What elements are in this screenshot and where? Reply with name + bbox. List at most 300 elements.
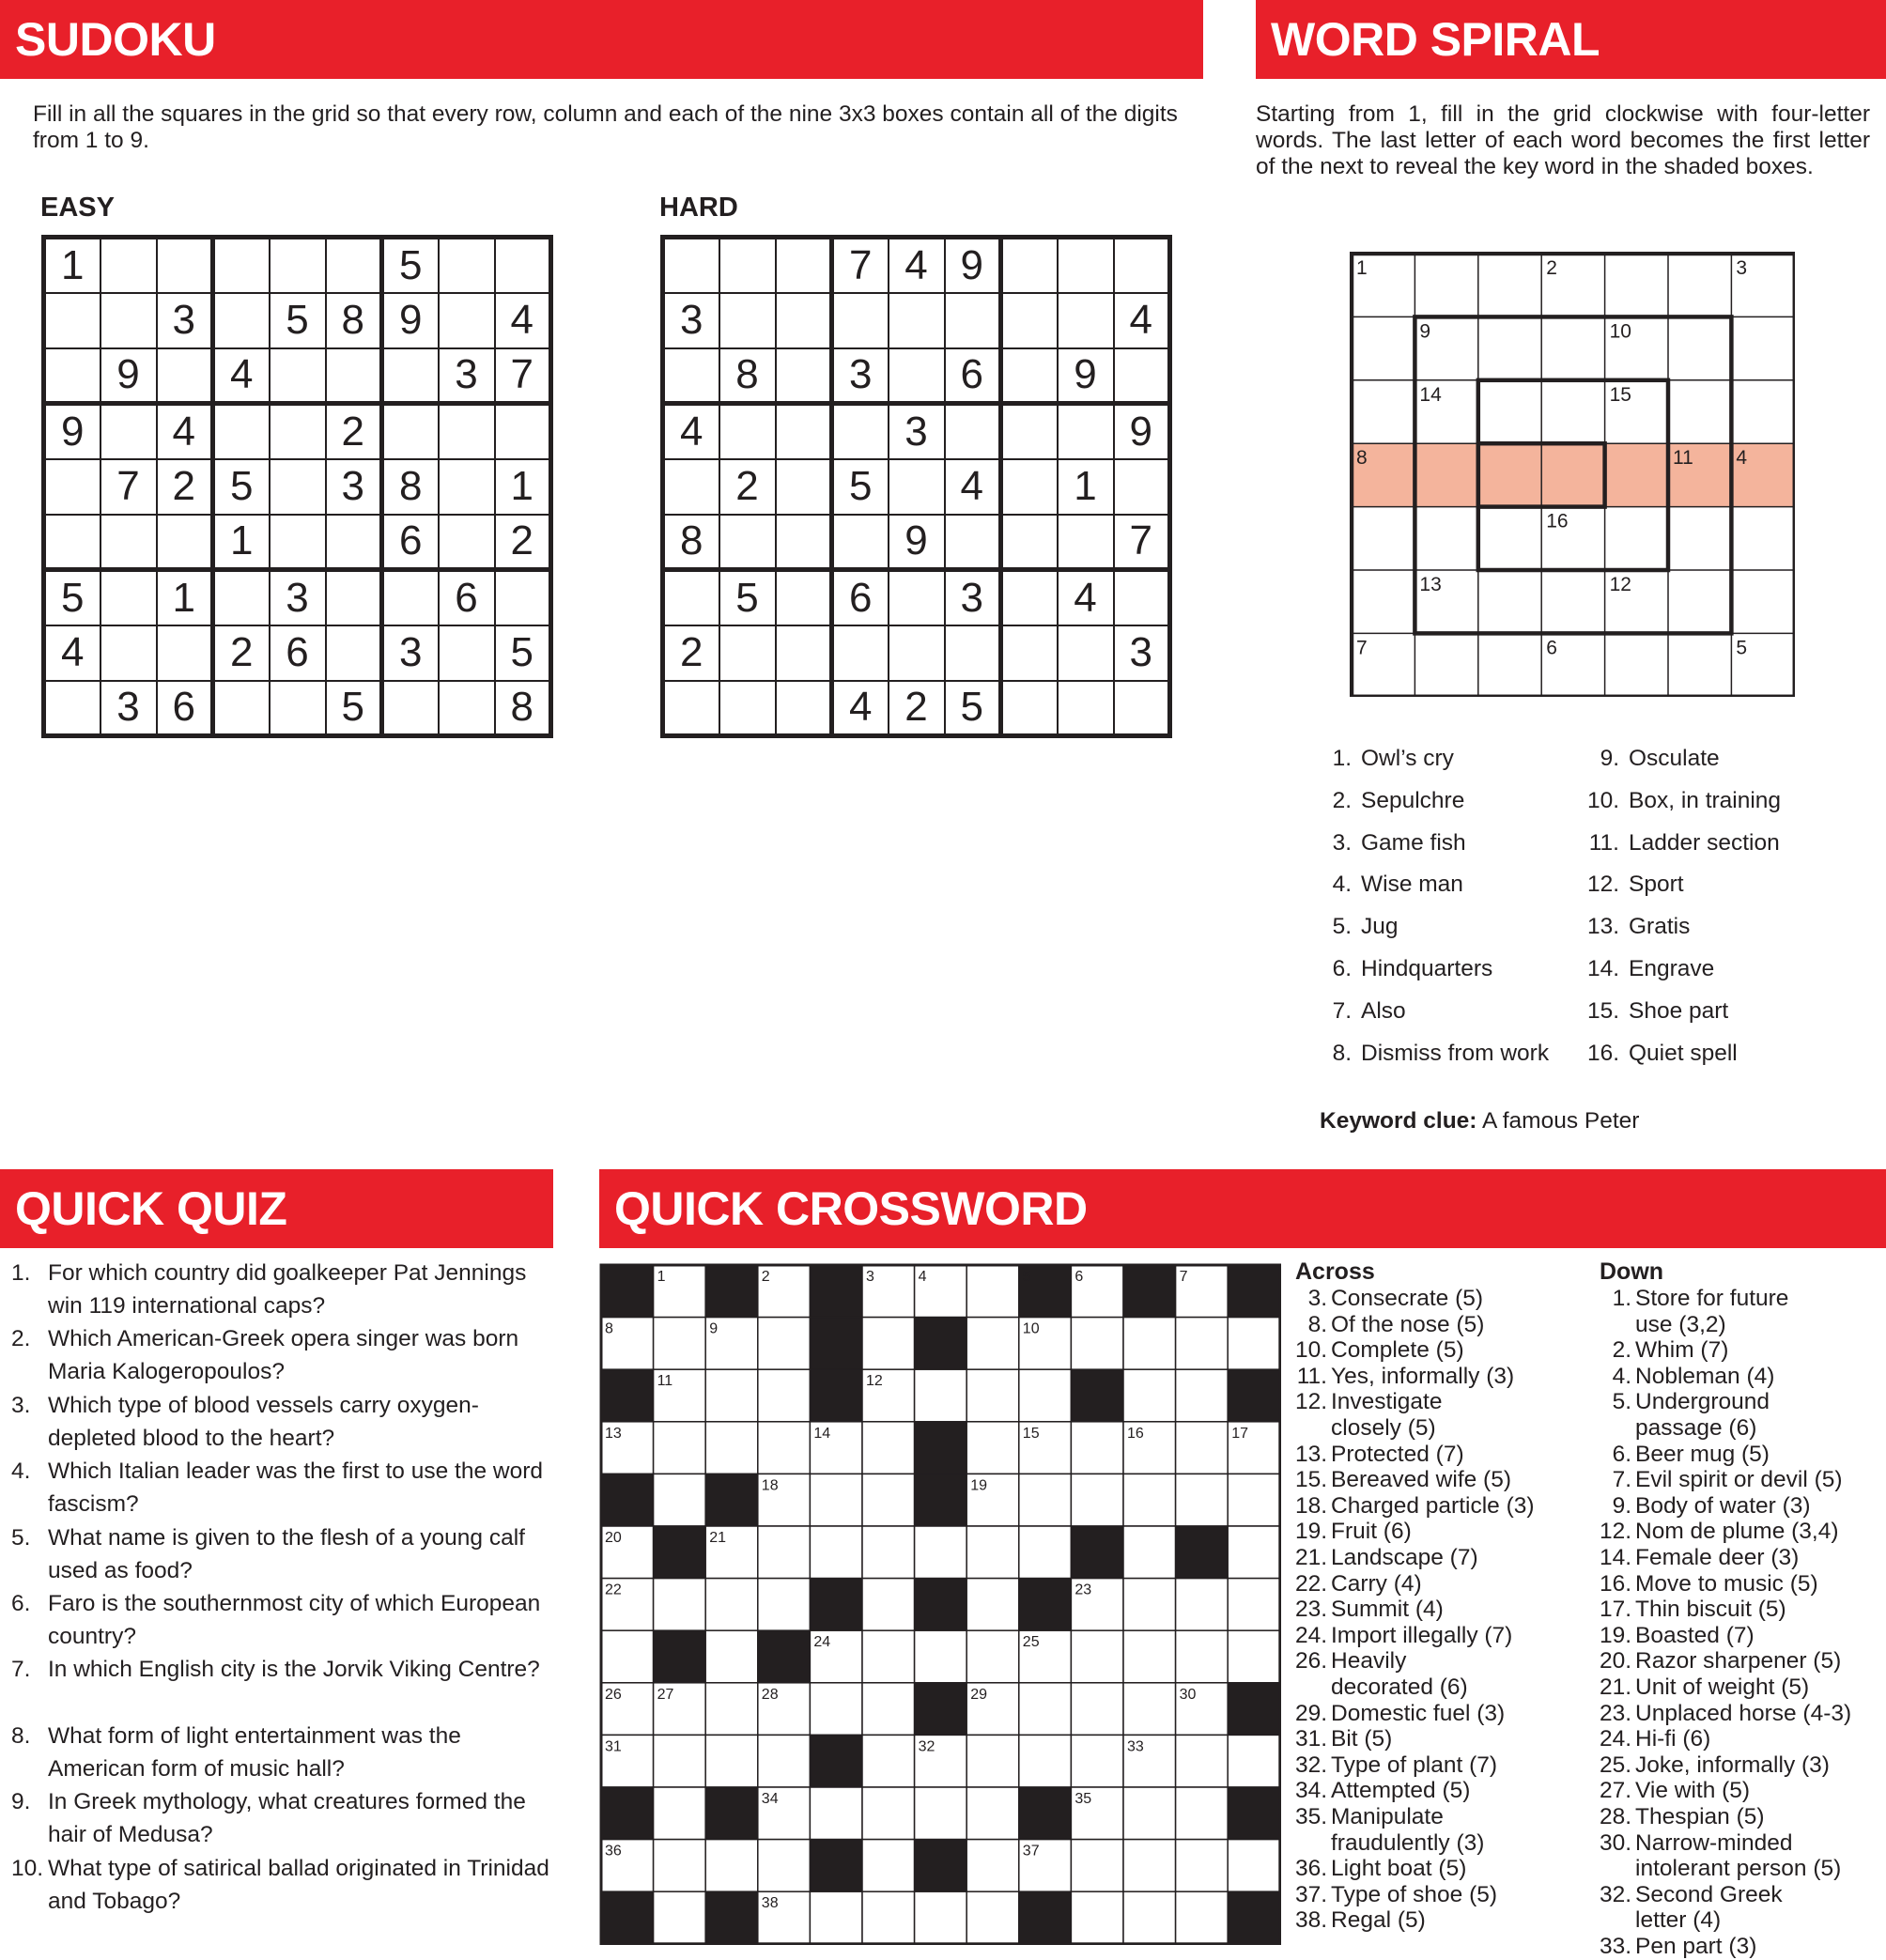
crossword-cell[interactable] xyxy=(1176,1369,1229,1422)
hard-sudoku-cell[interactable] xyxy=(832,404,889,459)
crossword-cell[interactable] xyxy=(1071,1840,1123,1892)
hard-sudoku-cell[interactable]: 9 xyxy=(945,238,1001,293)
easy-sudoku-cell[interactable] xyxy=(439,459,495,515)
hard-sudoku-cell[interactable] xyxy=(776,570,832,625)
hard-sudoku-cell[interactable] xyxy=(945,404,1001,459)
hard-sudoku-cell[interactable] xyxy=(945,293,1001,348)
hard-sudoku-cell[interactable] xyxy=(776,459,832,515)
crossword-cell[interactable] xyxy=(1176,1735,1229,1787)
hard-sudoku-cell[interactable] xyxy=(776,293,832,348)
easy-sudoku-cell[interactable]: 8 xyxy=(326,293,382,348)
spiral-clue-text: Quiet spell xyxy=(1629,1040,1738,1066)
crossword-cell[interactable] xyxy=(862,1474,915,1526)
easy-sudoku-cell[interactable] xyxy=(270,681,326,736)
easy-sudoku-cell[interactable]: 5 xyxy=(382,238,439,293)
crossword-cell[interactable] xyxy=(1123,1369,1176,1422)
hard-label: HARD xyxy=(659,193,738,223)
hard-sudoku-cell[interactable] xyxy=(832,625,889,681)
hard-sudoku-cell[interactable]: 5 xyxy=(945,681,1001,736)
easy-sudoku-cell[interactable] xyxy=(439,238,495,293)
crossword-cell[interactable] xyxy=(1228,1630,1280,1683)
crossword-cell[interactable] xyxy=(966,1840,1019,1892)
easy-sudoku-cell[interactable] xyxy=(270,515,326,570)
crossword-cell[interactable] xyxy=(1071,1318,1123,1370)
hard-sudoku-cell[interactable]: 8 xyxy=(719,348,776,404)
crossword-cell[interactable] xyxy=(862,1787,915,1840)
crossword-cell[interactable] xyxy=(705,1579,758,1631)
crossword-cell[interactable] xyxy=(915,1369,967,1422)
crossword-cell[interactable] xyxy=(915,1630,967,1683)
hard-sudoku-cell[interactable] xyxy=(663,238,719,293)
crossword-cell[interactable] xyxy=(705,1422,758,1474)
easy-sudoku-cell[interactable]: 9 xyxy=(382,293,439,348)
easy-sudoku-cell[interactable] xyxy=(326,515,382,570)
down-clue xyxy=(1594,1493,1811,1520)
hard-sudoku-cell[interactable] xyxy=(1001,570,1058,625)
crossword-block xyxy=(810,1840,862,1892)
crossword-cell[interactable] xyxy=(915,1891,967,1944)
hard-sudoku-cell[interactable] xyxy=(719,293,776,348)
easy-sudoku-cell[interactable]: 5 xyxy=(213,459,270,515)
spiral-clue-number: 14. xyxy=(1587,956,1620,981)
hard-sudoku-cell[interactable] xyxy=(663,570,719,625)
spiral-cell-number: 12 xyxy=(1609,574,1631,595)
down-clue xyxy=(1594,1545,1799,1571)
hard-sudoku-cell[interactable]: 9 xyxy=(1114,404,1170,459)
hard-sudoku-cell[interactable] xyxy=(663,348,719,404)
easy-sudoku-cell[interactable] xyxy=(100,570,157,625)
hard-sudoku-cell[interactable] xyxy=(719,238,776,293)
hard-sudoku-cell[interactable] xyxy=(889,459,945,515)
down-clue-text: Evil spirit or devil (5) xyxy=(1635,1467,1843,1493)
hard-sudoku-cell[interactable] xyxy=(945,625,1001,681)
crossword-cell[interactable] xyxy=(810,1683,862,1736)
easy-sudoku-cell[interactable]: 5 xyxy=(495,625,551,681)
easy-sudoku-cell[interactable]: 2 xyxy=(213,625,270,681)
crossword-cell[interactable] xyxy=(810,1787,862,1840)
down-clue xyxy=(1594,1648,1841,1674)
crossword-clue-number: 19 xyxy=(970,1477,987,1494)
crossword-cell[interactable] xyxy=(1019,1474,1072,1526)
hard-sudoku-cell[interactable] xyxy=(1001,625,1058,681)
easy-sudoku-cell[interactable]: 5 xyxy=(270,293,326,348)
crossword-cell[interactable] xyxy=(966,1891,1019,1944)
crossword-cell[interactable] xyxy=(1176,1474,1229,1526)
easy-sudoku-cell[interactable]: 6 xyxy=(439,570,495,625)
crossword-cell[interactable] xyxy=(1228,1474,1280,1526)
easy-sudoku-cell[interactable]: 7 xyxy=(100,459,157,515)
quiz-question-text: What type of satirical ballad originated in Trinidad and Tobago? xyxy=(48,1855,549,1914)
crossword-cell[interactable] xyxy=(862,1526,915,1579)
hard-sudoku-cell[interactable] xyxy=(1001,404,1058,459)
across-clue-text: Landscape (7) xyxy=(1331,1545,1478,1570)
hard-sudoku-cell[interactable]: 9 xyxy=(1058,348,1114,404)
easy-sudoku-cell[interactable] xyxy=(439,515,495,570)
crossword-cell[interactable] xyxy=(705,1840,758,1892)
hard-sudoku-cell[interactable] xyxy=(1001,459,1058,515)
easy-sudoku-cell[interactable]: 4 xyxy=(44,625,100,681)
crossword-cell[interactable] xyxy=(1228,1579,1280,1631)
crossword-cell[interactable] xyxy=(1176,1891,1229,1944)
quiz-question-text: For which country did goalkeeper Pat Jennings win 119 international caps? xyxy=(48,1260,527,1319)
easy-sudoku-cell[interactable] xyxy=(44,681,100,736)
crossword-clue-number: 33 xyxy=(1127,1738,1144,1755)
hard-sudoku-cell[interactable]: 2 xyxy=(663,625,719,681)
crossword-cell[interactable] xyxy=(758,1526,811,1579)
crossword-cell[interactable] xyxy=(1071,1422,1123,1474)
easy-sudoku-cell[interactable]: 3 xyxy=(439,348,495,404)
easy-sudoku-cell[interactable]: 1 xyxy=(44,238,100,293)
crossword-cell[interactable] xyxy=(966,1787,1019,1840)
crossword-cell[interactable] xyxy=(1123,1526,1176,1579)
hard-sudoku-cell[interactable]: 5 xyxy=(832,459,889,515)
hard-sudoku-cell[interactable] xyxy=(776,238,832,293)
easy-sudoku-cell[interactable] xyxy=(100,515,157,570)
easy-sudoku-cell[interactable]: 5 xyxy=(326,681,382,736)
hard-sudoku-cell[interactable] xyxy=(945,515,1001,570)
crossword-cell[interactable] xyxy=(705,1683,758,1736)
keyword-clue-label: Keyword clue: xyxy=(1320,1108,1477,1134)
hard-sudoku-cell[interactable] xyxy=(1114,570,1170,625)
easy-sudoku-cell[interactable]: 4 xyxy=(157,404,213,459)
crossword-cell[interactable] xyxy=(1176,1579,1229,1631)
crossword-block xyxy=(1228,1369,1280,1422)
hard-sudoku-cell[interactable]: 7 xyxy=(832,238,889,293)
easy-sudoku-cell[interactable]: 9 xyxy=(100,348,157,404)
easy-sudoku-cell[interactable] xyxy=(44,348,100,404)
crossword-block xyxy=(1123,1265,1176,1318)
crossword-cell[interactable] xyxy=(1071,1683,1123,1736)
hard-sudoku-cell[interactable]: 7 xyxy=(1114,515,1170,570)
easy-sudoku-cell[interactable] xyxy=(213,404,270,459)
easy-sudoku-cell[interactable] xyxy=(495,404,551,459)
easy-sudoku-cell[interactable]: 9 xyxy=(44,404,100,459)
easy-sudoku-cell[interactable] xyxy=(213,238,270,293)
easy-sudoku-cell[interactable] xyxy=(382,570,439,625)
crossword-cell[interactable] xyxy=(758,1422,811,1474)
crossword-cell[interactable] xyxy=(654,1474,706,1526)
crossword-cell[interactable] xyxy=(810,1891,862,1944)
crossword-cell[interactable] xyxy=(862,1630,915,1683)
hard-sudoku-cell[interactable] xyxy=(663,459,719,515)
easy-sudoku-cell[interactable] xyxy=(100,404,157,459)
crossword-cell[interactable] xyxy=(966,1265,1019,1318)
hard-sudoku-cell[interactable] xyxy=(719,515,776,570)
easy-sudoku-cell[interactable] xyxy=(100,293,157,348)
hard-sudoku-cell[interactable]: 3 xyxy=(1114,625,1170,681)
easy-sudoku-cell[interactable]: 3 xyxy=(157,293,213,348)
easy-sudoku-cell[interactable]: 7 xyxy=(495,348,551,404)
crossword-cell[interactable] xyxy=(758,1369,811,1422)
crossword-cell[interactable] xyxy=(1019,1369,1072,1422)
easy-sudoku-cell[interactable] xyxy=(326,625,382,681)
crossword-clue-number: 17 xyxy=(1231,1425,1248,1442)
quick-quiz-banner: QUICK QUIZ xyxy=(0,1169,553,1248)
hard-sudoku-cell[interactable] xyxy=(1001,681,1058,736)
easy-sudoku-cell[interactable]: 8 xyxy=(382,459,439,515)
crossword-cell[interactable] xyxy=(654,1787,706,1840)
hard-sudoku-cell[interactable]: 3 xyxy=(663,293,719,348)
easy-sudoku-cell[interactable] xyxy=(213,681,270,736)
easy-sudoku-cell[interactable] xyxy=(326,348,382,404)
easy-sudoku-cell[interactable] xyxy=(439,681,495,736)
crossword-cell[interactable] xyxy=(862,1891,915,1944)
crossword-cell[interactable] xyxy=(654,1579,706,1631)
hard-sudoku-cell[interactable] xyxy=(889,293,945,348)
easy-sudoku-cell[interactable] xyxy=(326,238,382,293)
easy-sudoku-cell[interactable] xyxy=(382,681,439,736)
crossword-clue-number: 12 xyxy=(866,1373,883,1390)
easy-sudoku-cell[interactable] xyxy=(439,404,495,459)
easy-sudoku-cell[interactable] xyxy=(44,515,100,570)
easy-sudoku-cell[interactable] xyxy=(495,238,551,293)
quiz-question xyxy=(11,1521,556,1587)
easy-sudoku-cell[interactable] xyxy=(270,459,326,515)
crossword-cell[interactable] xyxy=(1176,1422,1229,1474)
crossword-cell[interactable] xyxy=(1228,1318,1280,1370)
crossword-cell[interactable] xyxy=(862,1683,915,1736)
easy-sudoku-cell[interactable] xyxy=(439,625,495,681)
hard-sudoku-cell[interactable] xyxy=(776,348,832,404)
crossword-cell[interactable] xyxy=(1123,1683,1176,1736)
hard-sudoku-cell[interactable] xyxy=(1058,293,1114,348)
crossword-cell[interactable] xyxy=(810,1474,862,1526)
hard-sudoku-cell[interactable] xyxy=(889,570,945,625)
crossword-cell[interactable] xyxy=(810,1526,862,1579)
crossword-cell[interactable] xyxy=(862,1735,915,1787)
crossword-cell[interactable] xyxy=(966,1526,1019,1579)
hard-sudoku-cell[interactable]: 4 xyxy=(663,404,719,459)
easy-sudoku-cell[interactable] xyxy=(495,570,551,625)
crossword-cell[interactable] xyxy=(601,1630,654,1683)
crossword-cell[interactable] xyxy=(966,1422,1019,1474)
easy-sudoku-cell[interactable]: 5 xyxy=(44,570,100,625)
quiz-question-number: 7. xyxy=(11,1657,31,1683)
crossword-cell[interactable] xyxy=(862,1840,915,1892)
hard-sudoku-cell[interactable] xyxy=(776,404,832,459)
crossword-clue-number: 1 xyxy=(657,1269,666,1285)
crossword-cell[interactable] xyxy=(966,1735,1019,1787)
hard-sudoku-cell[interactable] xyxy=(776,515,832,570)
easy-sudoku-cell[interactable]: 2 xyxy=(157,459,213,515)
crossword-cell[interactable] xyxy=(758,1579,811,1631)
hard-sudoku-cell[interactable] xyxy=(1058,238,1114,293)
hard-sudoku-cell[interactable] xyxy=(776,681,832,736)
across-clue xyxy=(1290,1312,1484,1338)
hard-sudoku-cell[interactable] xyxy=(1058,404,1114,459)
crossword-cell[interactable] xyxy=(1019,1735,1072,1787)
easy-sudoku-cell[interactable] xyxy=(213,570,270,625)
hard-sudoku-cell[interactable]: 3 xyxy=(889,404,945,459)
spiral-clue-number: 6. xyxy=(1332,956,1352,981)
easy-sudoku-cell[interactable]: 8 xyxy=(495,681,551,736)
hard-sudoku-cell[interactable]: 8 xyxy=(663,515,719,570)
hard-sudoku-cell[interactable] xyxy=(719,404,776,459)
crossword-cell[interactable] xyxy=(654,1840,706,1892)
hard-sudoku-cell[interactable] xyxy=(832,515,889,570)
hard-sudoku-cell[interactable] xyxy=(832,293,889,348)
hard-sudoku-cell[interactable] xyxy=(1114,681,1170,736)
crossword-cell[interactable] xyxy=(966,1318,1019,1370)
crossword-cell[interactable] xyxy=(654,1422,706,1474)
crossword-cell[interactable] xyxy=(1123,1840,1176,1892)
crossword-cell[interactable] xyxy=(966,1579,1019,1631)
hard-sudoku-cell[interactable]: 4 xyxy=(889,238,945,293)
easy-sudoku-cell[interactable] xyxy=(439,293,495,348)
spiral-clue-number: 5. xyxy=(1332,914,1352,940)
hard-sudoku-cell[interactable]: 4 xyxy=(1114,293,1170,348)
hard-sudoku-cell[interactable]: 3 xyxy=(832,348,889,404)
hard-sudoku-cell[interactable]: 6 xyxy=(832,570,889,625)
hard-sudoku-cell[interactable]: 9 xyxy=(889,515,945,570)
easy-sudoku-cell[interactable] xyxy=(44,459,100,515)
easy-sudoku-cell[interactable]: 1 xyxy=(157,570,213,625)
across-clue xyxy=(1290,1337,1464,1364)
spiral-clue-number: 13. xyxy=(1587,914,1620,940)
crossword-cell[interactable] xyxy=(1071,1630,1123,1683)
hard-sudoku-cell[interactable] xyxy=(776,625,832,681)
crossword-cell[interactable] xyxy=(654,1735,706,1787)
easy-sudoku-cell[interactable]: 2 xyxy=(495,515,551,570)
easy-sudoku-cell[interactable]: 3 xyxy=(100,681,157,736)
crossword-cell[interactable] xyxy=(654,1891,706,1944)
easy-sudoku-cell[interactable]: 1 xyxy=(213,515,270,570)
crossword-block xyxy=(1019,1891,1072,1944)
easy-sudoku-cell[interactable]: 2 xyxy=(326,404,382,459)
hard-sudoku-cell[interactable] xyxy=(719,681,776,736)
crossword-cell[interactable] xyxy=(1071,1891,1123,1944)
down-clue xyxy=(1594,1752,1830,1779)
across-clue-number: 15. xyxy=(1294,1467,1327,1493)
hard-sudoku-cell[interactable] xyxy=(663,681,719,736)
crossword-cell[interactable] xyxy=(966,1369,1019,1422)
down-clue-text: Razor sharpener (5) xyxy=(1635,1648,1842,1674)
crossword-cell[interactable] xyxy=(1176,1630,1229,1683)
spiral-cell-number: 1 xyxy=(1356,257,1368,279)
easy-sudoku-cell[interactable]: 3 xyxy=(326,459,382,515)
easy-sudoku-cell[interactable]: 4 xyxy=(495,293,551,348)
easy-sudoku-cell[interactable] xyxy=(157,238,213,293)
easy-sudoku-cell[interactable]: 1 xyxy=(495,459,551,515)
crossword-cell[interactable] xyxy=(758,1735,811,1787)
spiral-clue-number: 9. xyxy=(1600,746,1619,771)
easy-sudoku-cell[interactable] xyxy=(270,404,326,459)
hard-sudoku-cell[interactable] xyxy=(1001,293,1058,348)
crossword-cell[interactable] xyxy=(862,1318,915,1370)
easy-sudoku-cell[interactable]: 6 xyxy=(157,681,213,736)
crossword-cell[interactable] xyxy=(1071,1474,1123,1526)
crossword-cell[interactable] xyxy=(1123,1891,1176,1944)
hard-sudoku-cell[interactable]: 4 xyxy=(832,681,889,736)
quiz-question xyxy=(11,1587,556,1653)
crossword-cell[interactable] xyxy=(1123,1787,1176,1840)
easy-sudoku-cell[interactable] xyxy=(270,348,326,404)
down-clue-text: Boasted (7) xyxy=(1635,1622,1755,1648)
hard-sudoku-cell[interactable] xyxy=(719,625,776,681)
easy-sudoku-cell[interactable] xyxy=(44,293,100,348)
easy-sudoku-cell[interactable] xyxy=(157,348,213,404)
hard-sudoku-cell[interactable] xyxy=(889,348,945,404)
hard-sudoku-cell[interactable]: 6 xyxy=(945,348,1001,404)
crossword-cell[interactable] xyxy=(1228,1526,1280,1579)
crossword-cell[interactable] xyxy=(1071,1735,1123,1787)
easy-sudoku-cell[interactable] xyxy=(382,348,439,404)
crossword-cell[interactable] xyxy=(915,1526,967,1579)
easy-sudoku-cell[interactable]: 6 xyxy=(270,625,326,681)
hard-sudoku-cell[interactable] xyxy=(1114,348,1170,404)
crossword-cell[interactable] xyxy=(1123,1630,1176,1683)
crossword-cell[interactable] xyxy=(705,1369,758,1422)
crossword-cell[interactable] xyxy=(758,1318,811,1370)
hard-sudoku-cell[interactable] xyxy=(1058,625,1114,681)
crossword-cell[interactable] xyxy=(654,1318,706,1370)
crossword-cell[interactable] xyxy=(1228,1735,1280,1787)
hard-sudoku-cell[interactable]: 3 xyxy=(945,570,1001,625)
hard-sudoku-cell[interactable]: 4 xyxy=(1058,570,1114,625)
crossword-cell[interactable] xyxy=(1019,1526,1072,1579)
crossword-cell[interactable] xyxy=(758,1840,811,1892)
easy-sudoku-cell[interactable] xyxy=(326,570,382,625)
easy-sudoku-cell[interactable] xyxy=(213,293,270,348)
across-clue xyxy=(1290,1856,1466,1882)
down-clue xyxy=(1594,1623,1755,1649)
hard-sudoku-cell[interactable] xyxy=(1114,459,1170,515)
hard-sudoku-cell[interactable] xyxy=(1058,515,1114,570)
crossword-cell[interactable] xyxy=(1123,1318,1176,1370)
across-clue-text: fraudulently (3) xyxy=(1331,1829,1485,1856)
crossword-cell[interactable] xyxy=(1176,1787,1229,1840)
crossword-cell[interactable] xyxy=(862,1422,915,1474)
easy-sudoku-cell[interactable] xyxy=(100,238,157,293)
hard-sudoku-cell[interactable] xyxy=(889,625,945,681)
easy-sudoku-cell[interactable]: 6 xyxy=(382,515,439,570)
down-clue-number: 5. xyxy=(1612,1389,1631,1415)
hard-sudoku-cell[interactable] xyxy=(1001,348,1058,404)
crossword-cell[interactable] xyxy=(1123,1474,1176,1526)
crossword-cell[interactable] xyxy=(1176,1840,1229,1892)
easy-sudoku-cell[interactable] xyxy=(157,625,213,681)
easy-sudoku-cell[interactable]: 3 xyxy=(270,570,326,625)
easy-sudoku-cell[interactable] xyxy=(382,404,439,459)
easy-sudoku-cell[interactable]: 4 xyxy=(213,348,270,404)
easy-sudoku-cell[interactable] xyxy=(270,238,326,293)
crossword-cell[interactable] xyxy=(1228,1840,1280,1892)
crossword-cell[interactable] xyxy=(915,1787,967,1840)
crossword-cell[interactable] xyxy=(862,1579,915,1631)
crossword-cell[interactable] xyxy=(966,1630,1019,1683)
hard-sudoku-cell[interactable] xyxy=(1058,681,1114,736)
hard-sudoku-cell[interactable]: 2 xyxy=(889,681,945,736)
hard-sudoku-cell[interactable]: 1 xyxy=(1058,459,1114,515)
hard-sudoku-cell[interactable] xyxy=(1001,515,1058,570)
easy-sudoku-cell[interactable] xyxy=(157,515,213,570)
crossword-cell[interactable] xyxy=(705,1735,758,1787)
hard-sudoku-cell[interactable] xyxy=(1114,238,1170,293)
crossword-cell[interactable] xyxy=(1176,1318,1229,1370)
hard-sudoku-cell[interactable]: 5 xyxy=(719,570,776,625)
crossword-cell[interactable] xyxy=(1019,1683,1072,1736)
easy-sudoku-cell[interactable]: 3 xyxy=(382,625,439,681)
hard-sudoku-cell[interactable]: 4 xyxy=(945,459,1001,515)
easy-sudoku-cell[interactable] xyxy=(100,625,157,681)
hard-sudoku-cell[interactable] xyxy=(1001,238,1058,293)
crossword-block xyxy=(1019,1579,1072,1631)
hard-sudoku-cell[interactable]: 2 xyxy=(719,459,776,515)
crossword-cell[interactable] xyxy=(705,1630,758,1683)
down-clue-text: Beer mug (5) xyxy=(1635,1441,1770,1467)
down-clue-text: intolerant person (5) xyxy=(1635,1856,1842,1882)
crossword-cell[interactable] xyxy=(1123,1579,1176,1631)
